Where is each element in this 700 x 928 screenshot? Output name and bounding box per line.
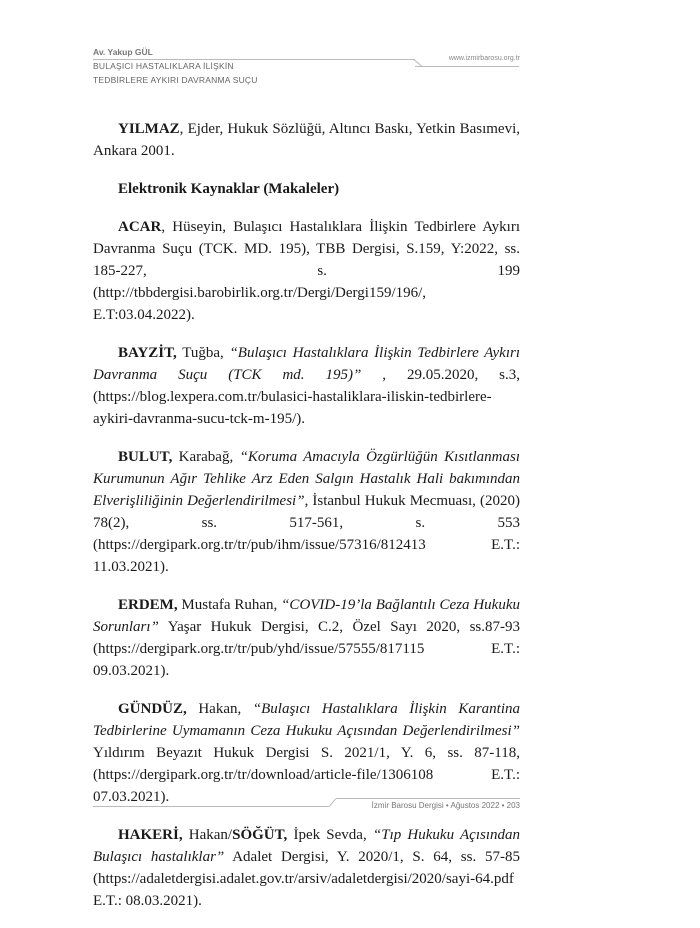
bib-title: “Tıp Hukuku Açısından Bulaşıcı hastalıklar” [93,827,520,865]
bib-author: BULUT, [118,449,173,465]
bib-entry-hakeri [93,824,520,912]
bib-title: “COVID-19’la Bağlantılı Ceza Hukuku Sorunları” [93,597,520,635]
bib-text: Adalet Dergisi, Y. 2020/1, S. 64, ss. 57-85 (https://adaletdergisi.adalet.gov.tr/arsiv/adaletdergisi/2020/sayi-64.pdf E.T.: 08.03.2021). [93,849,520,909]
header-title-line2: TEDBİRLERE AYKIRI DAVRANMA SUÇU [93,75,258,85]
header-author: Av. Yakup GÜL [93,47,153,57]
bib-author: YILMAZ [118,121,180,137]
bib-name: Hakan, [186,701,253,717]
bib-author-second: SÖĞÜT, [232,827,288,843]
header-rule-right [415,66,519,67]
header-rule [93,59,415,60]
bib-author: ACAR [118,219,162,235]
bib-entry-bayzit [93,342,520,430]
bib-author: ERDEM, [118,597,178,613]
footer-journal-page: İzmir Barosu Dergisi • Ağustos 2022 • 203 [371,801,520,810]
bib-name: Karabağ, [172,449,240,465]
bib-text: , İstanbul Hukuk Mecmuası, (2020) 78(2), ss. 517-561, s. 553 (https://dergipark.org.tr/tr/pub/ihm/issue/57316/812413 E.T.: 11.03.2021). [93,493,520,575]
bib-text: , 29.05.2020, s.3, (https://blog.lexpera.com.tr/bulasici-hastaliklara-iliskin-tedbirlere-aykiri-davranma-sucu-tck-m-195/). [93,367,520,427]
bib-text: Yıldırım Beyazıt Hukuk Dergisi S. 2021/1, Y. 6, ss. 87-118, (https://dergipark.org.tr/tr/download/article-file/1306108 E.T.: 07.03.2021). [93,745,520,805]
bib-author: GÜNDÜZ, [118,701,187,717]
bib-name-second: İpek Sevda, [287,827,373,843]
bib-title: “Bulaşıcı Hastalıklara İlişkin Karantina Tedbirlerine Uymamanın Ceza Hukuku Açısından Değerlendirilmesi” [93,701,520,739]
section-heading: Elektronik Kaynaklar (Makaleler) [118,181,340,197]
bib-author: HAKERİ, [118,827,183,843]
bib-text: Yaşar Hukuk Dergisi, C.2, Özel Sayı 2020, ss.87-93 (https://dergipark.org.tr/tr/pub/yhd/issue/57555/817115 E.T.: 09.03.2021). [93,619,520,679]
bib-author: BAYZİT, [118,345,177,361]
bib-name: Tuğba, [176,345,230,361]
bib-name: Hakan/ [182,827,233,843]
bib-text: , Ejder, Hukuk Sözlüğü, Altıncı Baskı, Yetkin Basımevi, Ankara 2001. [93,121,520,159]
bib-title: “Koruma Amacıyla Özgürlüğün Kısıtlanması Kurumunun Ağır Tehlike Arz Eden Salgın Hastalık Hali bakımından Elverişliliğinin Değerlendirilmesi” [93,449,520,509]
footer-rule-right [336,798,520,799]
bib-text: , Hüseyin, Bulaşıcı Hastalıklara İlişkin Tedbirlere Aykırı Davranma Suçu (TCK. MD. 195), TBB Dergisi, S.159, Y:2022, ss. 185-227, s. 199 (http://tbbdergisi.barobirlik.org.tr/Dergi/Dergi159/196/, E.T:03.04.2022). [93,219,520,323]
bib-title: “Bulaşıcı Hastalıklara İlişkin Tedbirlere Aykırı Davranma Suçu (TCK md. 195)” [93,345,520,383]
bib-entry-yilmaz [93,118,520,162]
footer-rule [93,806,329,807]
header-title-line1: BULAŞICI HASTALIKLARA İLİŞKİN [93,61,234,71]
bib-entry-gunduz [93,698,520,808]
bib-name: Mustafa Ruhan, [177,597,282,613]
bib-entry-erdem [93,594,520,682]
header-website[interactable]: www.izmirbarosu.org.tr [448,55,520,62]
bib-entry-bulut [93,446,520,578]
bib-entry-acar [93,216,520,326]
